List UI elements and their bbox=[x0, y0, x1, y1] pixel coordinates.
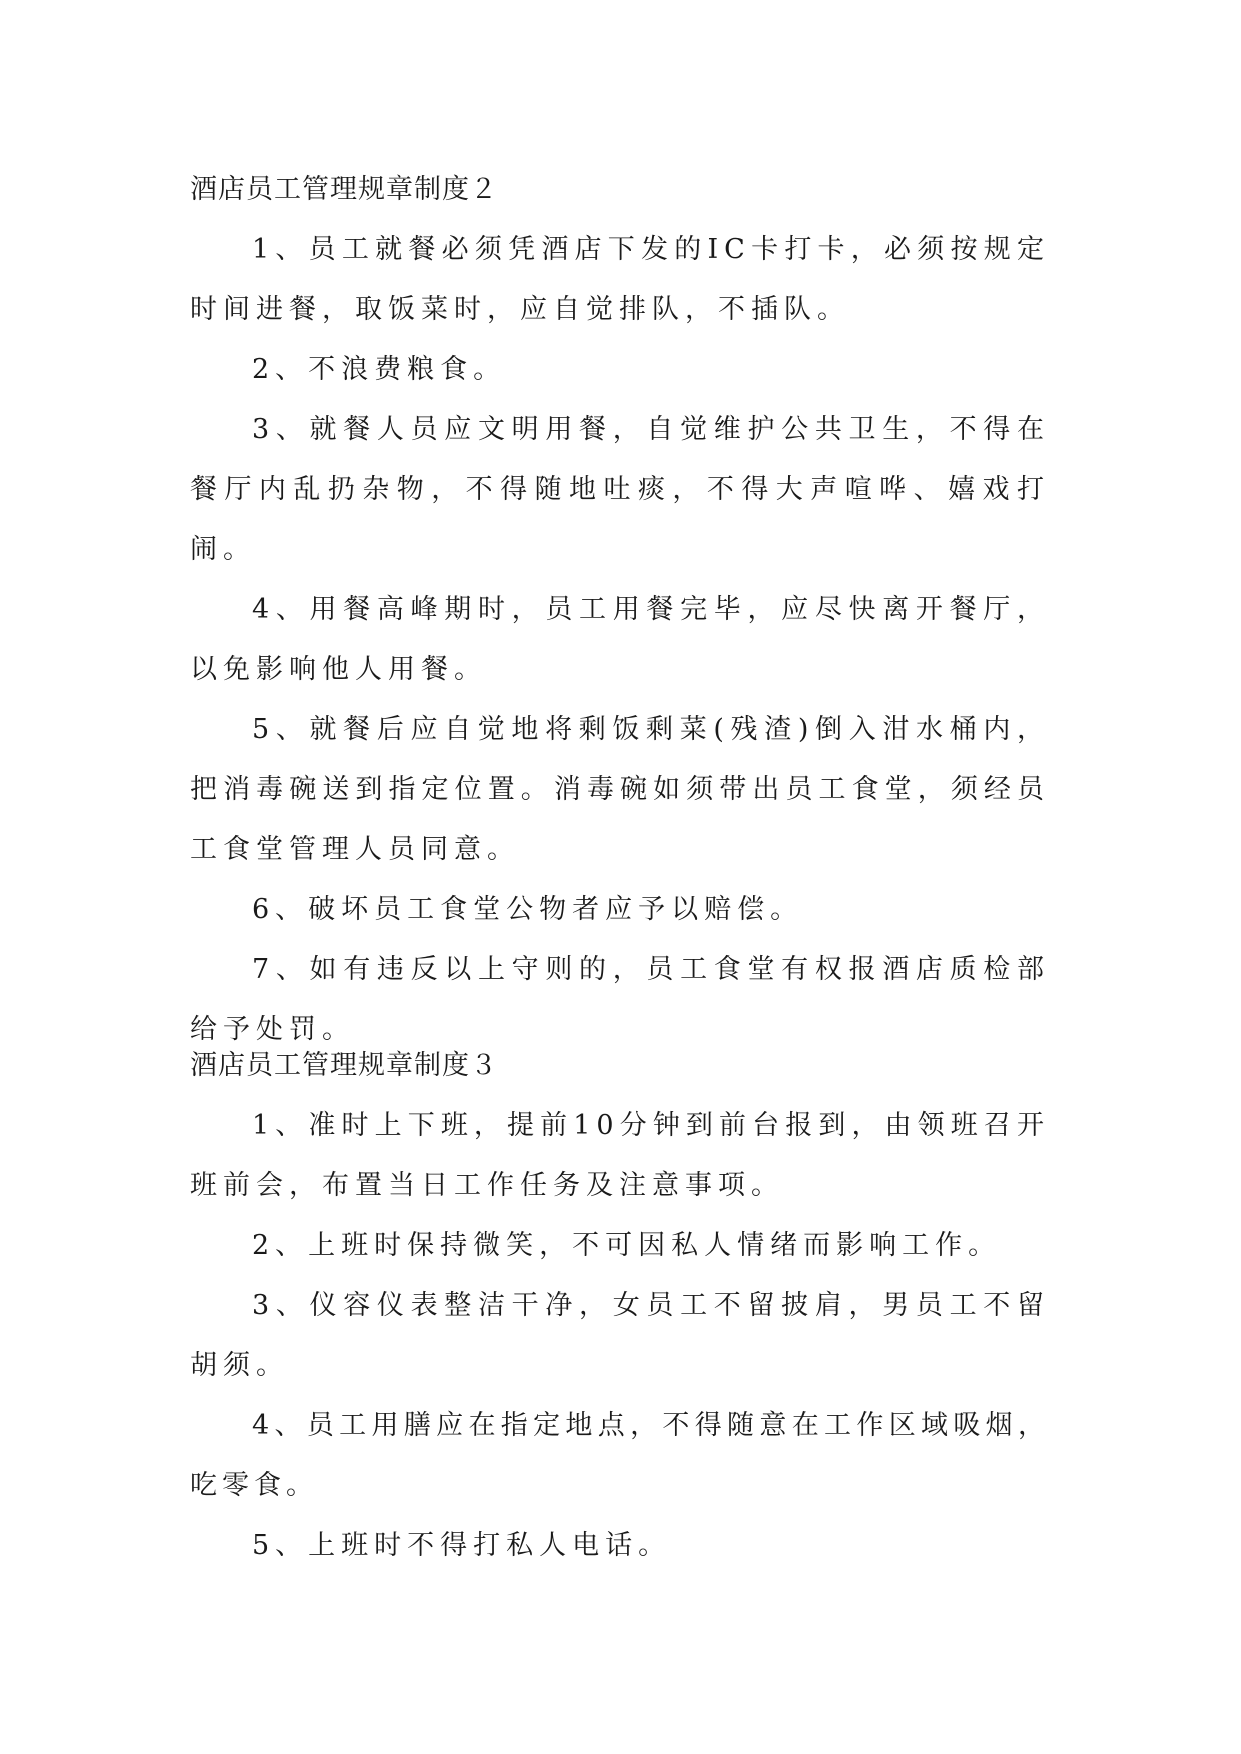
paragraph: 5、就餐后应自觉地将剩饭剩菜(残渣)倒入泔水桶内，把消毒碗送到指定位置。消毒碗如须带出员工食堂，须经员工食堂管理人员同意。 bbox=[190, 714, 1050, 865]
paragraph: 3、就餐人员应文明用餐，自觉维护公共卫生，不得在餐厅内乱扔杂物，不得随地吐痰，不得大声喧哗、嬉戏打闹。 bbox=[190, 414, 1050, 565]
paragraph: 4、员工用膳应在指定地点，不得随意在工作区域吸烟，吃零食。 bbox=[190, 1410, 1050, 1501]
paragraph: 5、上班时不得打私人电话。 bbox=[252, 1530, 672, 1561]
regulation-section-2 bbox=[190, 160, 1050, 1060]
section-title: 酒店员工管理规章制度２ bbox=[190, 174, 498, 205]
paragraph: 1、员工就餐必须凭酒店下发的IC卡打卡，必须按规定时间进餐，取饭菜时，应自觉排队，不插队。 bbox=[190, 234, 1050, 325]
paragraph: 3、仪容仪表整洁干净，女员工不留披肩，男员工不留胡须。 bbox=[190, 1290, 1050, 1381]
paragraph: 2、不浪费粮食。 bbox=[252, 354, 507, 385]
paragraph: 7、如有违反以上守则的，员工食堂有权报酒店质检部给予处罚。 bbox=[190, 954, 1050, 1045]
paragraph: 2、上班时保持微笑，不可因私人情绪而影响工作。 bbox=[252, 1230, 1002, 1261]
paragraph: 4、用餐高峰期时，员工用餐完毕，应尽快离开餐厅，以免影响他人用餐。 bbox=[190, 594, 1050, 685]
regulation-section-3 bbox=[190, 1036, 1050, 1576]
paragraph: 6、破坏员工食堂公物者应予以赔偿。 bbox=[252, 894, 804, 925]
section-title: 酒店员工管理规章制度３ bbox=[190, 1050, 498, 1081]
paragraph: 1、准时上下班，提前10分钟到前台报到，由领班召开班前会，布置当日工作任务及注意事项。 bbox=[190, 1110, 1050, 1201]
